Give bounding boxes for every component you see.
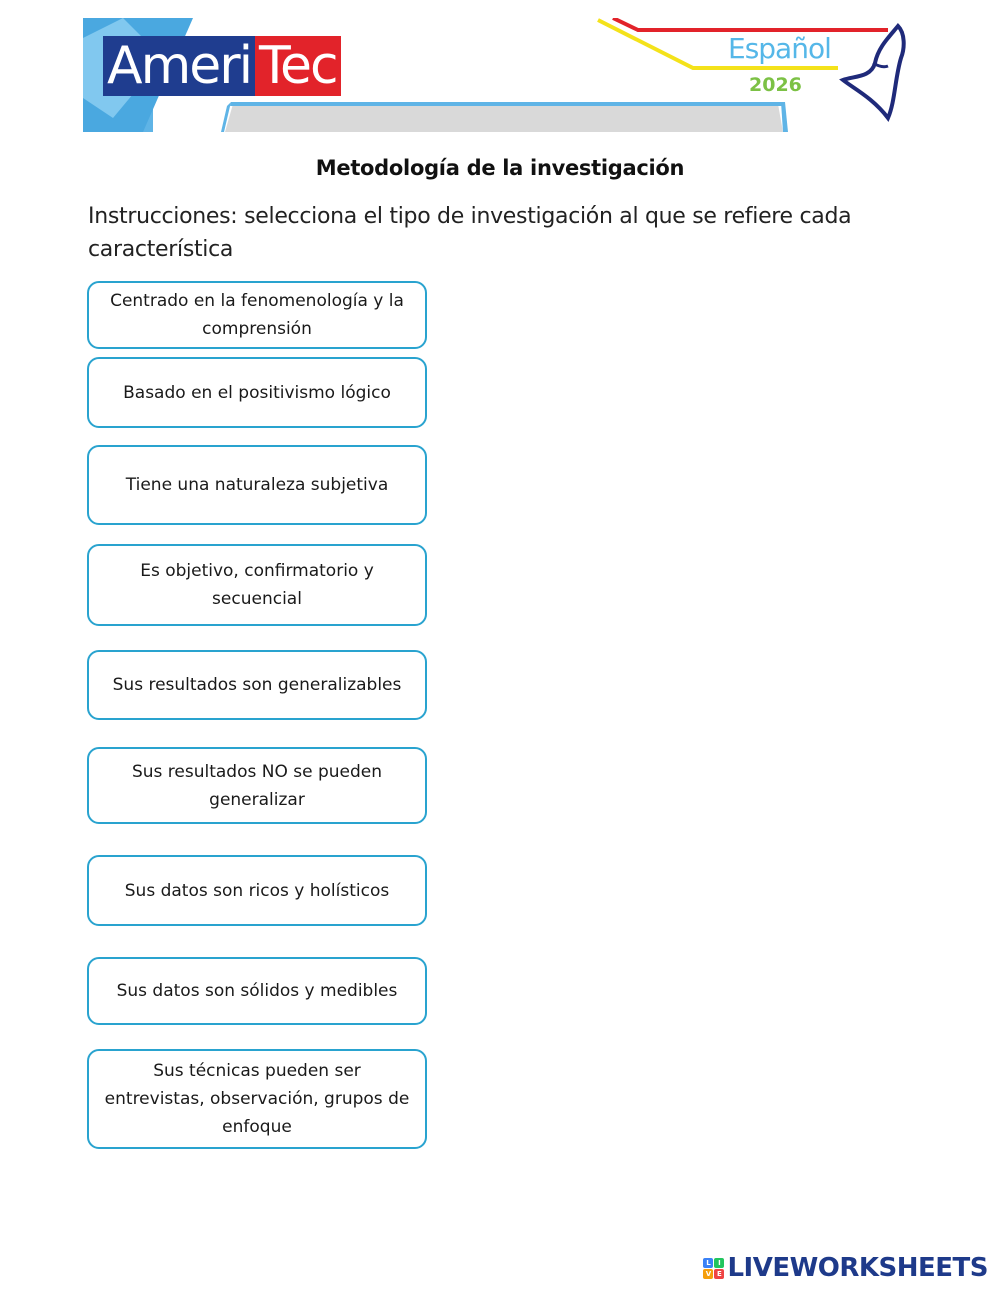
card-text: Sus datos son ricos y holísticos xyxy=(124,880,390,901)
instructions-text: Instrucciones: selecciona el tipo de investigación al que se refiere cada característica xyxy=(88,204,852,262)
characteristic-card-4[interactable] xyxy=(87,544,427,626)
card-text: Sus datos son sólidos y medibles xyxy=(116,981,398,1001)
characteristic-card-3[interactable] xyxy=(87,445,427,525)
card-text: Sus resultados NO se pueden generalizar xyxy=(131,761,383,810)
card-text: Tiene una naturaleza subjetiva xyxy=(125,475,389,495)
icon-letter-l: L xyxy=(703,1258,713,1268)
liveworksheets-logo[interactable] xyxy=(703,1253,988,1283)
icon-letter-e: E xyxy=(714,1269,724,1279)
logo-part-ameri: Ameri xyxy=(103,36,255,96)
card-text: Sus resultados son generalizables xyxy=(112,675,402,695)
year-label: 2026 xyxy=(749,74,802,96)
page-title: Metodología de la investigación xyxy=(315,156,685,180)
characteristic-card-2[interactable] xyxy=(87,357,427,428)
ameritec-logo xyxy=(103,36,337,96)
card-text: Sus técnicas pueden ser entrevistas, observación, grupos de enfoque xyxy=(104,1061,410,1137)
card-text: Centrado en la fenomenología y la comprensión xyxy=(110,291,404,339)
characteristic-card-6[interactable] xyxy=(87,747,427,824)
icon-letter-i: I xyxy=(714,1258,724,1268)
liveworksheets-wordmark: LIVEWORKSHEETS xyxy=(727,1253,988,1283)
characteristic-card-7[interactable] xyxy=(87,855,427,926)
characteristic-card-1[interactable] xyxy=(87,281,427,349)
logo-part-tec: Tec xyxy=(255,36,341,96)
subject-label: Español xyxy=(728,32,831,65)
characteristic-card-8[interactable] xyxy=(87,957,427,1025)
header-banner xyxy=(83,18,908,132)
card-text: Basado en el positivismo lógico xyxy=(123,382,391,403)
characteristic-card-5[interactable] xyxy=(87,650,427,720)
liveworksheets-icon xyxy=(703,1258,724,1279)
icon-letter-v: V xyxy=(703,1269,713,1279)
characteristic-card-9[interactable] xyxy=(87,1049,427,1149)
card-text: Es objetivo, confirmatorio y secuencial xyxy=(140,561,374,609)
